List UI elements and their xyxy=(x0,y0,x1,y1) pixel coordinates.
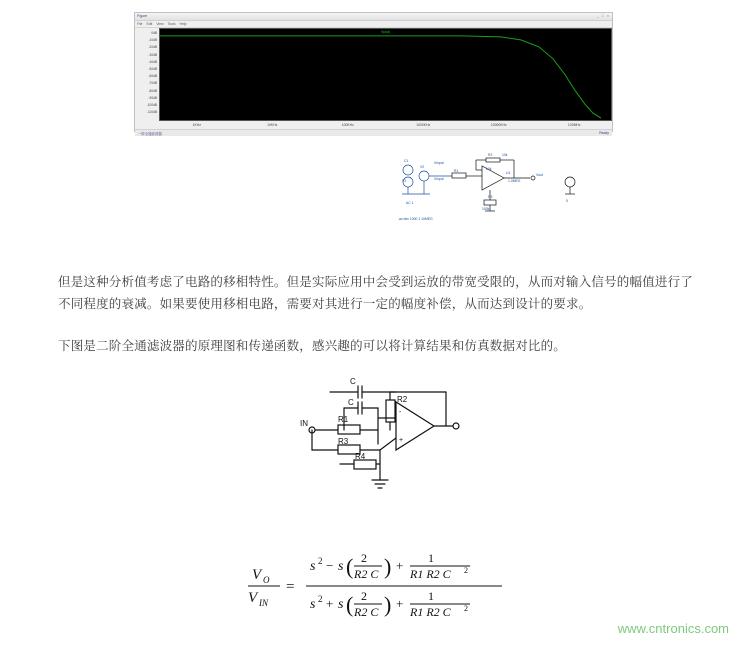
menu-item-file[interactable]: File xyxy=(137,22,143,26)
svg-text:2: 2 xyxy=(318,556,323,566)
svg-text:(: ( xyxy=(346,592,354,617)
formula-lhs-numerator: V xyxy=(252,567,262,583)
svg-text:V1: V1 xyxy=(402,179,407,183)
paragraph-1: 但是这种分析值考虑了电路的移相特性。但是实际应用中会受到运放的带宽受限的，从而对输入信号的幅值进行了不同程度的衰减。如果要使用移相电路，需要对其进行一定的幅度补偿，从而达到设计的要求。 xyxy=(58,274,694,311)
schematic-wires xyxy=(309,386,459,488)
svg-text:(: ( xyxy=(346,554,354,579)
svg-text:2: 2 xyxy=(361,551,367,565)
svg-text:1.0MEG: 1.0MEG xyxy=(508,179,521,183)
site-watermark: www.cntronics.com xyxy=(617,621,729,636)
window-titlebar xyxy=(135,13,612,21)
opamp-inverting-pin: - xyxy=(399,409,402,416)
plot-svg xyxy=(160,29,611,120)
svg-text:R2 C: R2 C xyxy=(354,567,379,581)
opamp-noninverting-pin: + xyxy=(399,437,404,444)
svg-text:10k: 10k xyxy=(502,153,508,157)
y-tick: -110dB xyxy=(146,110,157,115)
response-curve xyxy=(160,36,601,118)
y-tick: -30dB xyxy=(148,52,157,57)
label-r1: R1 xyxy=(338,415,349,424)
transfer-function-formula xyxy=(240,538,520,628)
y-tick: -40dB xyxy=(148,59,157,64)
svg-text:+: + xyxy=(396,596,404,611)
svg-text:s: s xyxy=(338,559,344,574)
svg-text:0: 0 xyxy=(566,199,568,203)
label-c-mid: C xyxy=(348,398,354,407)
svg-text:AC 1: AC 1 xyxy=(406,201,414,205)
svg-text:s: s xyxy=(310,597,316,612)
formula-equals: = xyxy=(286,579,295,595)
y-tick: -70dB xyxy=(148,81,157,86)
allpass-schematic-figure xyxy=(300,368,480,496)
y-tick: -100dB xyxy=(146,102,157,107)
y-tick: -10dB xyxy=(148,38,157,43)
svg-text:s: s xyxy=(338,597,344,612)
svg-text:s: s xyxy=(310,559,316,574)
formula-lhs-denominator-sub: IN xyxy=(259,598,268,608)
menu-item-tools[interactable]: Tools xyxy=(167,22,176,26)
y-tick: -90dB xyxy=(148,95,157,100)
x-tick: 100MHz xyxy=(567,123,581,127)
netlist-schematic-svg xyxy=(390,148,620,224)
y-tick: -80dB xyxy=(148,88,157,93)
svg-text:C1: C1 xyxy=(404,159,409,163)
svg-text:): ) xyxy=(384,592,392,617)
svg-text:Vout: Vout xyxy=(536,173,543,177)
x-axis-labels xyxy=(135,121,612,129)
svg-text:2: 2 xyxy=(464,566,468,575)
paragraph-2: 下图是二阶全通滤波器的原理图和传递函数，感兴趣的可以将计算结果和仿真数据对比的。 xyxy=(58,338,567,353)
source-symbols xyxy=(402,165,452,194)
netlist-schematic-figure xyxy=(390,148,620,224)
x-tick: 1000KHz xyxy=(416,123,431,127)
svg-text:10k: 10k xyxy=(486,167,492,171)
svg-text:): ) xyxy=(384,554,392,579)
label-in: IN xyxy=(300,419,308,428)
label-r4: R4 xyxy=(355,452,366,461)
svg-text:R1 R2 C: R1 R2 C xyxy=(410,567,451,581)
x-tick: 1KHz xyxy=(192,123,201,127)
svg-text:2: 2 xyxy=(318,594,323,604)
x-tick: 100KHz xyxy=(341,123,354,127)
svg-text:2: 2 xyxy=(464,604,468,613)
svg-text:100k: 100k xyxy=(482,207,490,211)
svg-text:+: + xyxy=(326,596,334,611)
svg-text:U1: U1 xyxy=(506,171,511,175)
x-tick: 10000KHz xyxy=(490,123,507,127)
svg-text:R2 C: R2 C xyxy=(354,605,379,619)
y-tick: 0dB xyxy=(151,31,157,35)
formula-svg xyxy=(240,538,520,628)
menu-item-help[interactable]: Help xyxy=(179,22,187,26)
svg-text:2: 2 xyxy=(361,589,367,603)
status-right-text: Ready xyxy=(599,131,609,135)
window-controls[interactable]: _ □ × xyxy=(596,14,610,18)
simulation-window xyxy=(134,12,613,136)
svg-text:R1 R2 C: R1 R2 C xyxy=(410,605,451,619)
formula-lhs-denominator: V xyxy=(248,590,258,606)
y-tick: -50dB xyxy=(148,66,157,71)
x-tick: 10KHz xyxy=(267,123,278,127)
svg-text:1: 1 xyxy=(428,551,434,565)
menu-item-edit[interactable]: Edit xyxy=(146,22,153,26)
status-left-text: 一阶全通滤波器 xyxy=(138,131,162,136)
curve-legend-label: V(out) xyxy=(380,30,391,34)
y-tick: -20dB xyxy=(148,45,157,50)
svg-text:−: − xyxy=(326,558,334,573)
y-tick: -60dB xyxy=(148,74,157,79)
svg-text:R1: R1 xyxy=(454,169,459,173)
svg-text:.ac dec 1000 1 10MEG: .ac dec 1000 1 10MEG xyxy=(398,217,433,221)
svg-text:+: + xyxy=(396,558,404,573)
svg-text:Vinput: Vinput xyxy=(434,161,444,165)
label-r2: R2 xyxy=(397,395,408,404)
y-axis-labels xyxy=(135,28,159,121)
window-menubar[interactable] xyxy=(135,21,612,28)
menu-item-view[interactable]: View xyxy=(156,22,164,26)
window-statusbar xyxy=(135,129,612,136)
plot-area-row xyxy=(135,28,612,121)
svg-text:Vinput: Vinput xyxy=(434,177,444,181)
allpass-schematic-svg xyxy=(300,368,480,496)
svg-text:1: 1 xyxy=(428,589,434,603)
label-c-top: C xyxy=(350,377,356,386)
plot-canvas xyxy=(159,28,612,121)
svg-text:R3: R3 xyxy=(488,195,493,199)
resistor-and-opamp xyxy=(452,158,575,211)
formula-lhs-numerator-sub: O xyxy=(263,575,270,585)
window-title: Figure xyxy=(137,14,148,18)
label-r3: R3 xyxy=(338,437,349,446)
svg-text:R2: R2 xyxy=(488,153,493,157)
svg-text:V2: V2 xyxy=(420,165,425,169)
